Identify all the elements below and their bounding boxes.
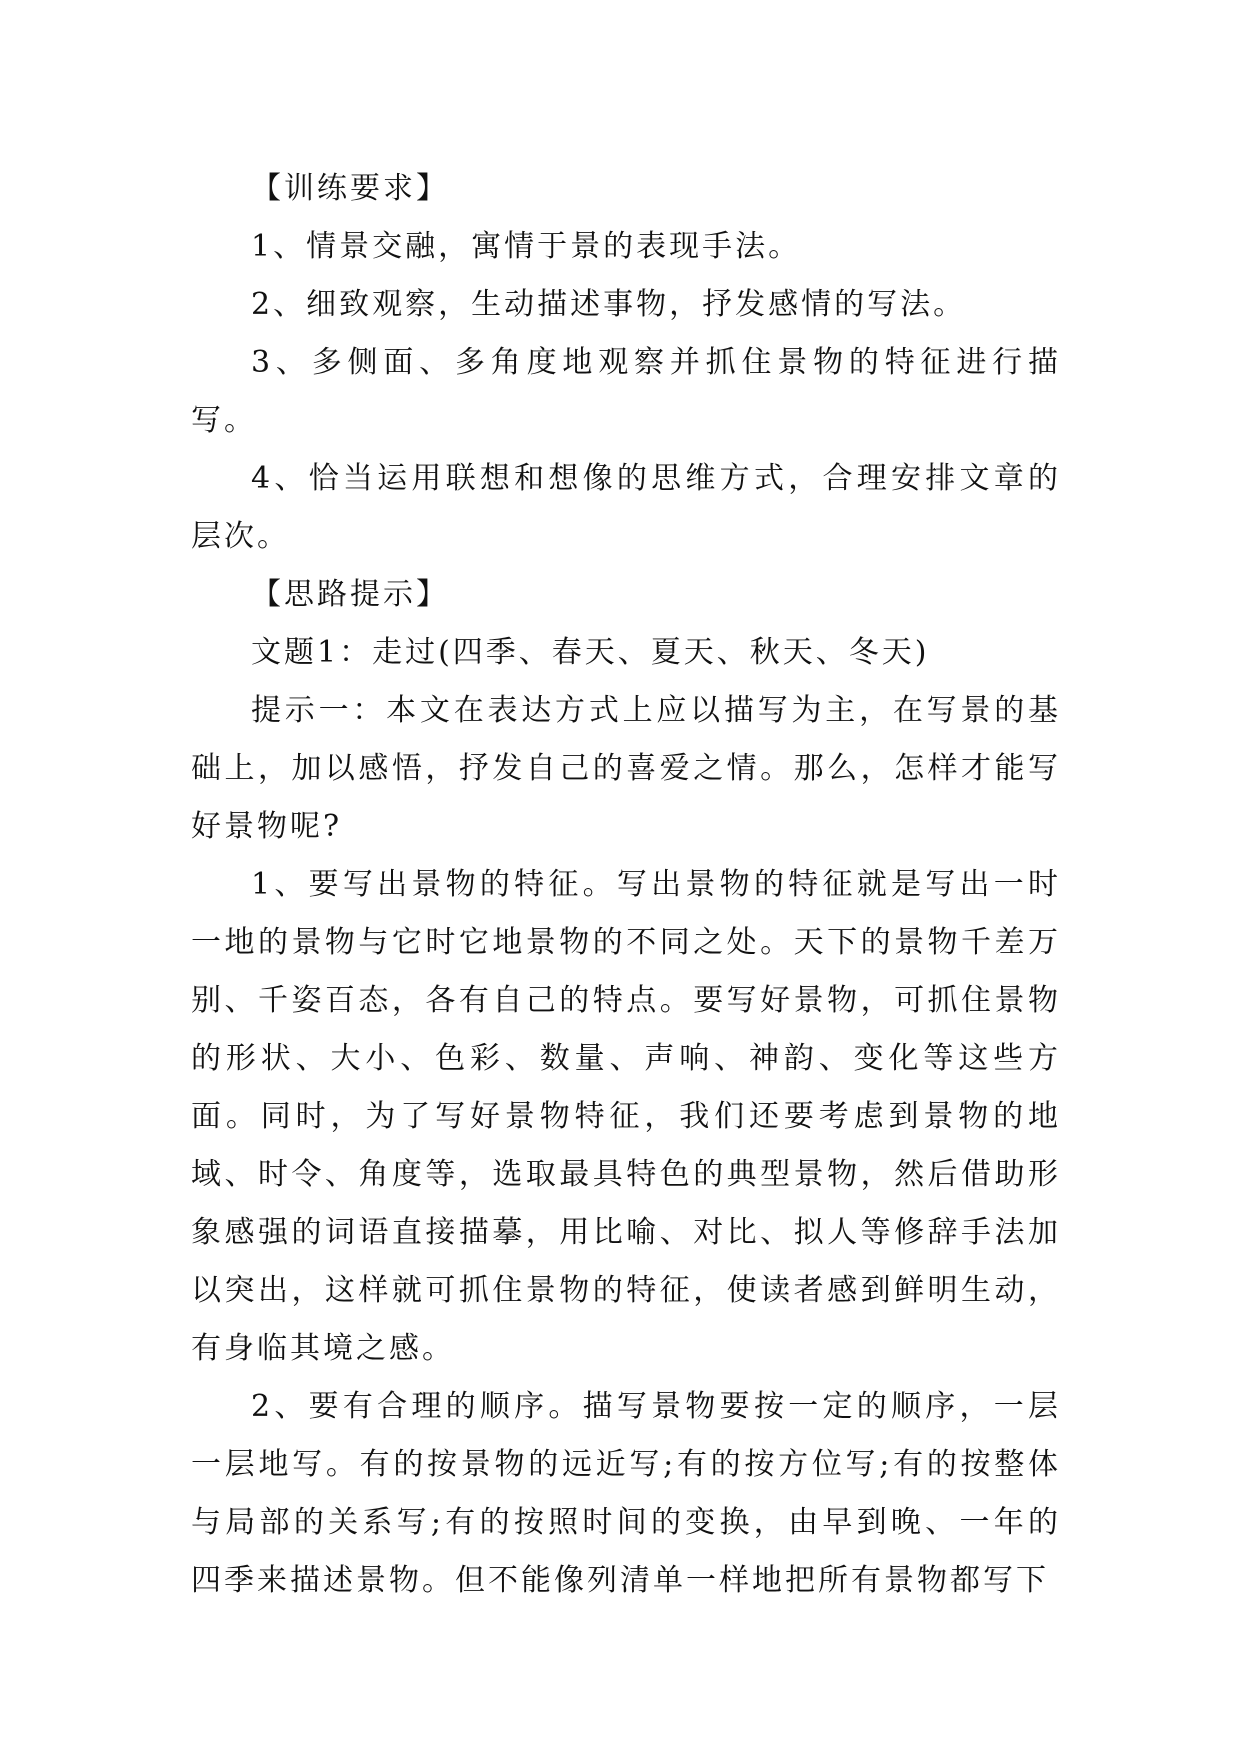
document-body (191, 160, 1061, 1610)
requirement-item-1: 1、情景交融，寓情于景的表现手法。 (251, 229, 802, 264)
essay-topic-1: 文题1：走过(四季、春天、夏天、秋天、冬天) (251, 635, 930, 670)
section-heading-idea-hints: 【思路提示】 (251, 577, 449, 612)
requirement-item-3: 3、多侧面、多角度地观察并抓住景物的特征进行描写。 (191, 345, 1061, 438)
hint-one-paragraph: 提示一：本文在表达方式上应以描写为主，在写景的基础上，加以感悟，抒发自己的喜爱之情。那么，怎样才能写好景物呢? (191, 693, 1061, 844)
requirement-item-2: 2、细致观察，生动描述事物，抒发感情的写法。 (251, 287, 967, 322)
requirement-item-4: 4、恰当运用联想和想像的思维方式，合理安排文章的层次。 (191, 461, 1061, 554)
hint-point-1-paragraph: 1、要写出景物的特征。写出景物的特征就是写出一时一地的景物与它时它地景物的不同之处。天下的景物千差万别、千姿百态，各有自己的特点。要写好景物，可抓住景物的形状、大小、色彩、数量、声响、神韵、变化等这些方面。同时，为了写好景物特征，我们还要考虑到景物的地域、时令、角度等，选取最具特色的典型景物，然后借助形象感强的词语直接描摹，用比喻、对比、拟人等修辞手法加以突出，这样就可抓住景物的特征，使读者感到鲜明生动，有身临其境之感。 (191, 867, 1061, 1366)
hint-point-2-paragraph: 2、要有合理的顺序。描写景物要按一定的顺序，一层一层地写。有的按景物的远近写;有的按方位写;有的按整体与局部的关系写;有的按照时间的变换，由早到晚、一年的四季来描述景物。但不能像列清单一样地把所有景物都写下 (191, 1389, 1061, 1598)
section-heading-training-requirements: 【训练要求】 (251, 171, 449, 206)
